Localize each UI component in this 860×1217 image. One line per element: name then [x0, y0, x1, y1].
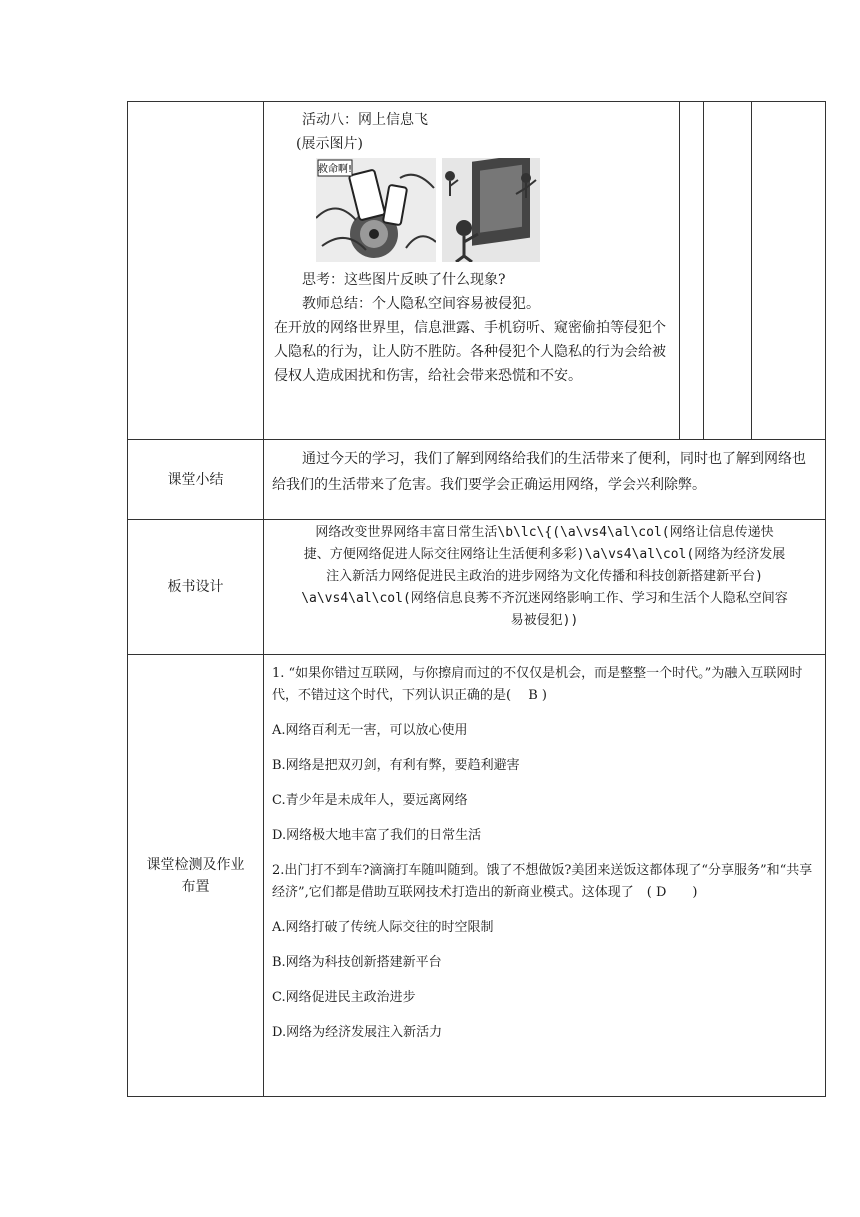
show-pictures-note: (展示图片) — [296, 136, 363, 152]
question-1-option-a: A.网络百利无一害，可以放心使用 — [272, 723, 468, 738]
question-1-option-c: C.青少年是未成年人，要远离网络 — [272, 793, 468, 808]
board-design-row — [128, 520, 826, 655]
activity-row — [128, 102, 826, 440]
activity-images — [316, 158, 671, 262]
activity-title: 活动八：网上信息飞 — [302, 112, 428, 128]
board-line-2: 捷、方便网络促进人际交往网络让生活便利多彩)\a\vs4\al\col(网络为经济发展 — [303, 547, 786, 562]
class-summary-cell — [264, 440, 826, 520]
think-question: 思考：这些图片反映了什么现象? — [302, 272, 506, 288]
activity-empty-cell-3 — [752, 102, 826, 440]
board-line-3: 注入新活力网络促进民主政治的进步网络为文化传播和科技创新搭建新平台) — [326, 569, 763, 584]
question-2-option-d: D.网络为经济发展注入新活力 — [272, 1025, 443, 1040]
privacy-cartoon-image-1 — [316, 158, 436, 262]
image1-caption: 救命啊! — [317, 164, 353, 175]
question-1-stem: 1. “如果你错过互联网，与你擦肩而过的不仅仅是机会，而是整整一个时代。”为融入互联网时代，不错过这个时代，下列认识正确的是( B ) — [272, 666, 803, 703]
question-2-option-b: B.网络为科技创新搭建新平台 — [272, 955, 442, 970]
teacher-summary-body: 在开放的网络世界里，信息泄露、手机窃听、窥密偷拍等侵犯个人隐私的行为，让人防不胜防。各种侵犯个人隐私的行为会给被侵权人造成困扰和伤害，给社会带来恐慌和不安。 — [274, 320, 666, 384]
board-line-4: \a\vs4\al\col(网络信息良莠不齐沉迷网络影响工作、学习和生活个人隐私空间容 — [301, 591, 788, 606]
quiz-label-line2: 布置 — [181, 878, 210, 895]
activity-content-cell — [264, 102, 680, 440]
activity-label-cell — [128, 102, 264, 440]
class-summary-text: 通过今天的学习，我们了解到网络给我们的生活带来了便利，同时也了解到网络也给我们的生活带来了危害。我们要学会正确运用网络，学会兴利除弊。 — [272, 451, 806, 493]
question-2-option-c: C.网络促进民主政治进步 — [272, 990, 416, 1005]
privacy-cartoon-image-2 — [442, 158, 540, 262]
question-2-option-a: A.网络打破了传统人际交往的时空限制 — [272, 920, 494, 935]
board-line-1: 网络改变世界网络丰富日常生活\b\lc\{(\a\vs4\al\col(网络让信息传递快 — [315, 525, 774, 540]
activity-empty-cell-1 — [680, 102, 704, 440]
board-design-label: 板书设计 — [128, 520, 264, 655]
question-2-stem: 2.出门打不到车?滴滴打车随叫随到。饿了不想做饭?美团来送饭这都体现了“分享服务”和“共享经济”,它们都是借助互联网技术打造出的新商业模式。这体现了 ( D ) — [272, 863, 813, 900]
quiz-content-cell — [264, 655, 826, 1097]
quiz-label-cell — [128, 655, 264, 1097]
class-summary-label: 课堂小结 — [128, 440, 264, 520]
question-1-option-b: B.网络是把双刃剑，有利有弊，要趋利避害 — [272, 758, 520, 773]
board-design-cell — [264, 520, 826, 655]
teacher-summary-lead: 教师总结：个人隐私空间容易被侵犯。 — [302, 296, 540, 312]
quiz-row — [128, 655, 826, 1097]
quiz-label-line1: 课堂检测及作业 — [146, 856, 245, 873]
activity-empty-cell-2 — [704, 102, 752, 440]
board-line-5: 易被侵犯)) — [510, 613, 579, 628]
question-1-option-d: D.网络极大地丰富了我们的日常生活 — [272, 828, 482, 843]
class-summary-row — [128, 440, 826, 520]
lesson-plan-table — [127, 101, 826, 1097]
